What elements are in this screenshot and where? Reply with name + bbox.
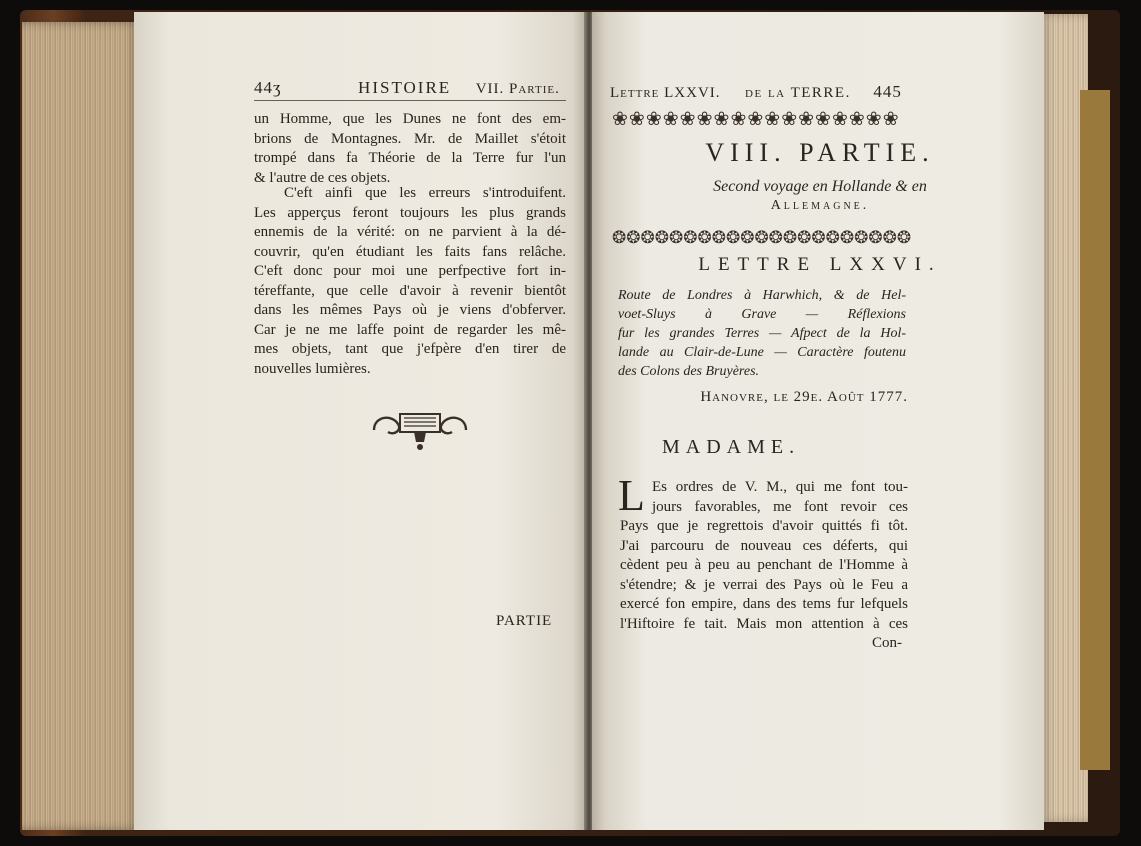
- left-paragraph-2: [254, 184, 566, 379]
- left-running-head: [254, 78, 560, 98]
- drop-cap: L: [618, 471, 645, 520]
- text-line: fur les grandes Terres — Afpect de la Hol-: [618, 326, 906, 341]
- text-line: Car je ne me laffe point de regarder les mê-: [254, 321, 566, 338]
- text-line: & l'autre de ces objets.: [254, 169, 391, 186]
- text-line: Es ordres de V. M., qui me font tou-: [652, 479, 908, 495]
- text-line: C'eft donc pour moi une perfpective fort in-: [254, 263, 566, 279]
- left-head-part: VII. Partie.: [475, 81, 560, 97]
- left-page-number: 44ʒ: [254, 78, 282, 97]
- text-line: J'ai parcouru de nouveau ces déferts, qui: [620, 537, 908, 554]
- fleuron-band-middle: ❂❂❂❂❂❂❂❂❂❂❂❂❂❂❂❂❂❂❂❂❂: [612, 228, 912, 247]
- left-paragraph-1: [254, 110, 566, 188]
- text-line: trompé dans fa Théorie de la Terre fur l'un: [254, 150, 566, 166]
- text-line: lande au Clair-de-Lune — Caractère foutenu: [618, 345, 906, 360]
- left-catchword: PARTIE: [496, 613, 553, 629]
- letter-title: LETTRE LXXVI.: [698, 254, 942, 275]
- text-line: s'étendre; & je verrai des Pays où le Feu a: [620, 576, 908, 593]
- text-line: Pays que je regrettois d'avoir quittés fi tôt.: [620, 518, 908, 534]
- text-line: des Colons des Bruyères.: [618, 364, 760, 379]
- letter-summary: [618, 286, 906, 381]
- text-line: brions de Montagnes. Mr. de Maillet s'étoit: [254, 130, 566, 147]
- right-page-number: 445: [873, 82, 902, 101]
- text-line: l'Hiftoire fe tait. Mais mon attention à ces: [620, 615, 908, 632]
- text-line: jours favorables, me font revoir ces: [652, 498, 908, 515]
- book-cover-edge: [1080, 90, 1110, 770]
- dateline: Hanovre, le 29e. Août 1777.: [700, 389, 908, 405]
- body-opening: [652, 478, 908, 517]
- text-line: exercé fon empire, dans des tems fur lefquels: [620, 596, 908, 612]
- text-line: C'eft ainfi que les erreurs s'introduifent.: [284, 185, 566, 201]
- fleuron-band-top: ❀❀❀❀❀❀❀❀❀❀❀❀❀❀❀❀❀: [612, 109, 900, 130]
- body-paragraph: [620, 517, 908, 634]
- text-line: couvrir, qu'en étudiant les faits fans relâche.: [254, 243, 566, 260]
- text-line: ennemis de la vérité: on ne parvient à la dé-: [254, 224, 566, 240]
- text-line: Les apperçus feront toujours les plus grands: [254, 204, 566, 221]
- text-line: dans les mêmes Pays où je viens d'obferver.: [254, 302, 566, 318]
- text-line: cèdent peu à peu au penchant de l'Homme à: [620, 557, 908, 573]
- right-head-title: de la TERRE.: [745, 85, 851, 101]
- right-running-head: [610, 82, 902, 102]
- text-line: mes objets, tant que j'efpère d'en tirer de: [254, 341, 566, 357]
- right-page: [592, 12, 1044, 830]
- right-head-letter: Lettre LXXVI.: [610, 85, 721, 101]
- subtitle-line-2: Allemagne.: [770, 198, 870, 213]
- subtitle-line-1: Second voyage en Hollande & en: [713, 178, 927, 195]
- part-title: VIII. PARTIE.: [705, 138, 935, 167]
- text-line: voet-Sluys à Grave — Réflexions: [618, 307, 906, 322]
- tailpiece-ornament: [370, 408, 470, 452]
- text-line: Route de Londres à Harwhich, & de Hel-: [618, 288, 906, 303]
- left-page-edges: [22, 22, 140, 830]
- left-head-rule: [254, 100, 566, 101]
- text-line: un Homme, que les Dunes ne font des em-: [254, 111, 566, 127]
- salutation: MADAME.: [662, 436, 801, 458]
- left-head-title: HISTOIRE: [358, 78, 452, 97]
- text-line: téreffante, que celle d'avoir à revenir bientôt: [254, 282, 566, 299]
- text-line: nouvelles lumières.: [254, 360, 371, 377]
- right-catchword: Con-: [872, 635, 902, 651]
